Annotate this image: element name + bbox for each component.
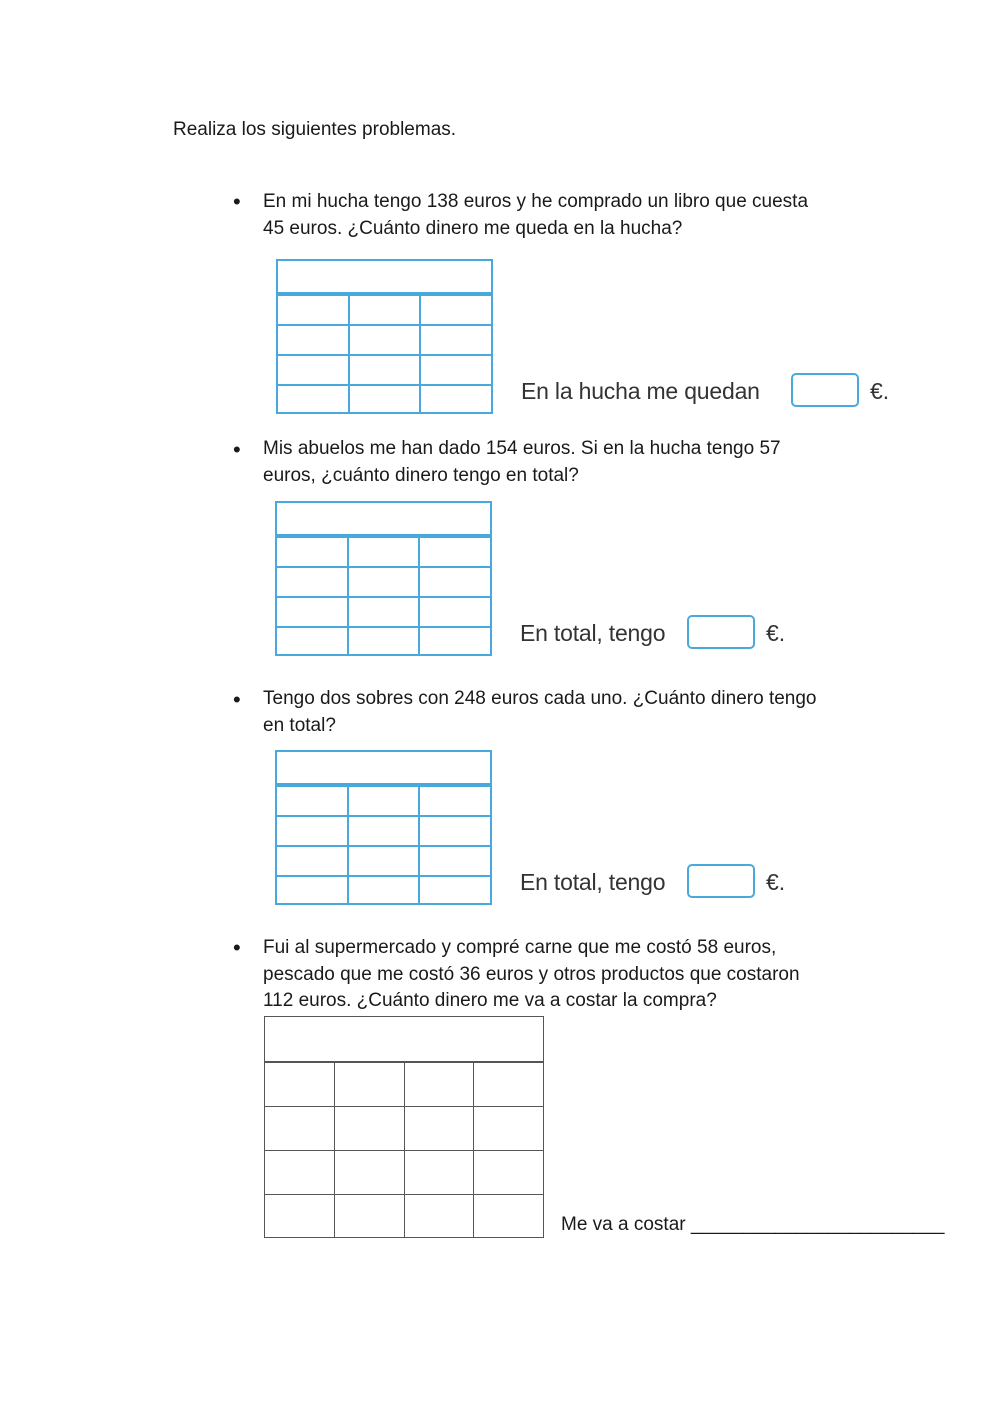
grid-cell[interactable] bbox=[334, 1107, 404, 1150]
grid-cell[interactable] bbox=[347, 538, 419, 566]
grid-cell[interactable] bbox=[278, 326, 348, 354]
grid-cell[interactable] bbox=[418, 877, 490, 905]
grid-cell[interactable] bbox=[418, 598, 490, 626]
grid-cell[interactable] bbox=[277, 538, 347, 566]
grid-row bbox=[278, 324, 491, 354]
problem-3-text bbox=[263, 686, 863, 739]
grid-cell[interactable] bbox=[347, 787, 419, 815]
grid-cell[interactable] bbox=[404, 1063, 474, 1106]
grid-cell[interactable] bbox=[265, 1063, 334, 1106]
grid-cell[interactable] bbox=[265, 1107, 334, 1150]
problem-4-line-1: Fui al supermercado y compré carne que me costó 58 euros, bbox=[263, 937, 777, 958]
grid-cell[interactable] bbox=[347, 877, 419, 905]
problem-3-grid[interactable] bbox=[275, 750, 492, 905]
grid-cell[interactable] bbox=[334, 1151, 404, 1194]
problem-4-answer-line[interactable]: ________________________ bbox=[690, 1214, 945, 1235]
problem-1-currency: €. bbox=[870, 378, 890, 404]
grid-cell[interactable] bbox=[277, 847, 347, 875]
grid-cell[interactable] bbox=[348, 356, 420, 384]
grid-row bbox=[277, 845, 490, 875]
grid-cell[interactable] bbox=[418, 817, 490, 845]
grid-cell[interactable] bbox=[418, 628, 490, 656]
grid-cell[interactable] bbox=[473, 1195, 543, 1238]
grid-cell[interactable] bbox=[404, 1151, 474, 1194]
problem-2-line-2: euros, ¿cuánto dinero tengo en total? bbox=[263, 464, 579, 486]
grid-header-cell[interactable] bbox=[277, 752, 490, 785]
grid-cell[interactable] bbox=[277, 628, 347, 656]
problem-1-line-1: En mi hucha tengo 138 euros y he comprado un libro que cuesta bbox=[263, 191, 809, 212]
grid-row bbox=[277, 536, 490, 566]
grid-row bbox=[277, 815, 490, 845]
grid-header-cell[interactable] bbox=[265, 1017, 543, 1062]
grid-cell[interactable] bbox=[473, 1063, 543, 1106]
grid-cell[interactable] bbox=[278, 356, 348, 384]
grid-row bbox=[278, 384, 491, 414]
grid-cell[interactable] bbox=[347, 568, 419, 596]
grid-header-cell[interactable] bbox=[277, 503, 490, 536]
problem-4-answer-label: Me va a costar bbox=[561, 1214, 686, 1235]
grid-cell[interactable] bbox=[418, 847, 490, 875]
grid-cell[interactable] bbox=[278, 386, 348, 414]
grid-cell[interactable] bbox=[404, 1107, 474, 1150]
grid-cell[interactable] bbox=[348, 296, 420, 324]
bullet-3: • bbox=[233, 687, 241, 712]
grid-header-cell[interactable] bbox=[278, 261, 491, 294]
problem-3-currency: €. bbox=[766, 869, 786, 895]
grid-cell[interactable] bbox=[277, 568, 347, 596]
problem-2-text bbox=[263, 436, 863, 489]
problem-2-answer-label: En total, tengo bbox=[520, 620, 666, 646]
grid-row bbox=[278, 294, 491, 324]
problem-1-answer-label: En la hucha me quedan bbox=[521, 378, 760, 404]
grid-row bbox=[265, 1062, 543, 1106]
grid-row bbox=[277, 626, 490, 656]
grid-cell[interactable] bbox=[419, 296, 491, 324]
problem-1-grid[interactable] bbox=[276, 259, 493, 414]
grid-cell[interactable] bbox=[277, 877, 347, 905]
problem-2-currency: €. bbox=[766, 620, 786, 646]
problem-2-line-1: Mis abuelos me han dado 154 euros. Si en la hucha tengo 57 bbox=[263, 438, 781, 459]
grid-cell[interactable] bbox=[265, 1195, 334, 1238]
problem-3-answer-box[interactable] bbox=[687, 864, 755, 898]
grid-cell[interactable] bbox=[347, 817, 419, 845]
grid-row bbox=[278, 354, 491, 384]
grid-cell[interactable] bbox=[473, 1107, 543, 1150]
grid-cell[interactable] bbox=[473, 1151, 543, 1194]
grid-cell[interactable] bbox=[278, 296, 348, 324]
problem-4-text bbox=[263, 935, 863, 1015]
grid-row bbox=[277, 566, 490, 596]
problem-4-answer bbox=[561, 1214, 945, 1236]
problem-3-line-1: Tengo dos sobres con 248 euros cada uno. ¿Cuánto dinero tengo bbox=[263, 688, 817, 709]
grid-cell[interactable] bbox=[277, 787, 347, 815]
grid-cell[interactable] bbox=[404, 1195, 474, 1238]
problem-2-grid[interactable] bbox=[275, 501, 492, 656]
grid-cell[interactable] bbox=[348, 386, 420, 414]
grid-cell[interactable] bbox=[418, 787, 490, 815]
problem-1-text bbox=[263, 189, 863, 242]
grid-cell[interactable] bbox=[347, 628, 419, 656]
grid-cell[interactable] bbox=[418, 538, 490, 566]
bullet-2: • bbox=[233, 437, 241, 462]
instructions-heading: Realiza los siguientes problemas. bbox=[173, 119, 457, 140]
grid-cell[interactable] bbox=[419, 356, 491, 384]
problem-4-line-3: 112 euros. ¿Cuánto dinero me va a costar la compra? bbox=[263, 990, 717, 1011]
problem-1-answer-box[interactable] bbox=[791, 373, 859, 407]
grid-cell[interactable] bbox=[347, 598, 419, 626]
grid-row bbox=[277, 785, 490, 815]
grid-cell[interactable] bbox=[265, 1151, 334, 1194]
problem-3-answer-label: En total, tengo bbox=[520, 869, 666, 895]
grid-row bbox=[265, 1106, 543, 1150]
grid-cell[interactable] bbox=[277, 598, 347, 626]
problem-4-grid[interactable] bbox=[264, 1016, 544, 1238]
grid-cell[interactable] bbox=[419, 326, 491, 354]
grid-cell[interactable] bbox=[418, 568, 490, 596]
grid-row bbox=[265, 1194, 543, 1238]
problem-1-line-2: 45 euros. ¿Cuánto dinero me queda en la hucha? bbox=[263, 217, 683, 239]
grid-row bbox=[277, 596, 490, 626]
grid-cell[interactable] bbox=[347, 847, 419, 875]
grid-row bbox=[265, 1150, 543, 1194]
grid-cell[interactable] bbox=[334, 1063, 404, 1106]
grid-cell[interactable] bbox=[348, 326, 420, 354]
problem-3-line-2: en total? bbox=[263, 714, 336, 736]
bullet-1: • bbox=[233, 189, 241, 214]
grid-cell[interactable] bbox=[277, 817, 347, 845]
problem-4-line-2: pescado que me costó 36 euros y otros productos que costaron bbox=[263, 963, 800, 985]
grid-cell[interactable] bbox=[419, 386, 491, 414]
grid-cell[interactable] bbox=[334, 1195, 404, 1238]
bullet-4: • bbox=[233, 935, 241, 960]
grid-row bbox=[277, 875, 490, 905]
problem-2-answer-box[interactable] bbox=[687, 615, 755, 649]
